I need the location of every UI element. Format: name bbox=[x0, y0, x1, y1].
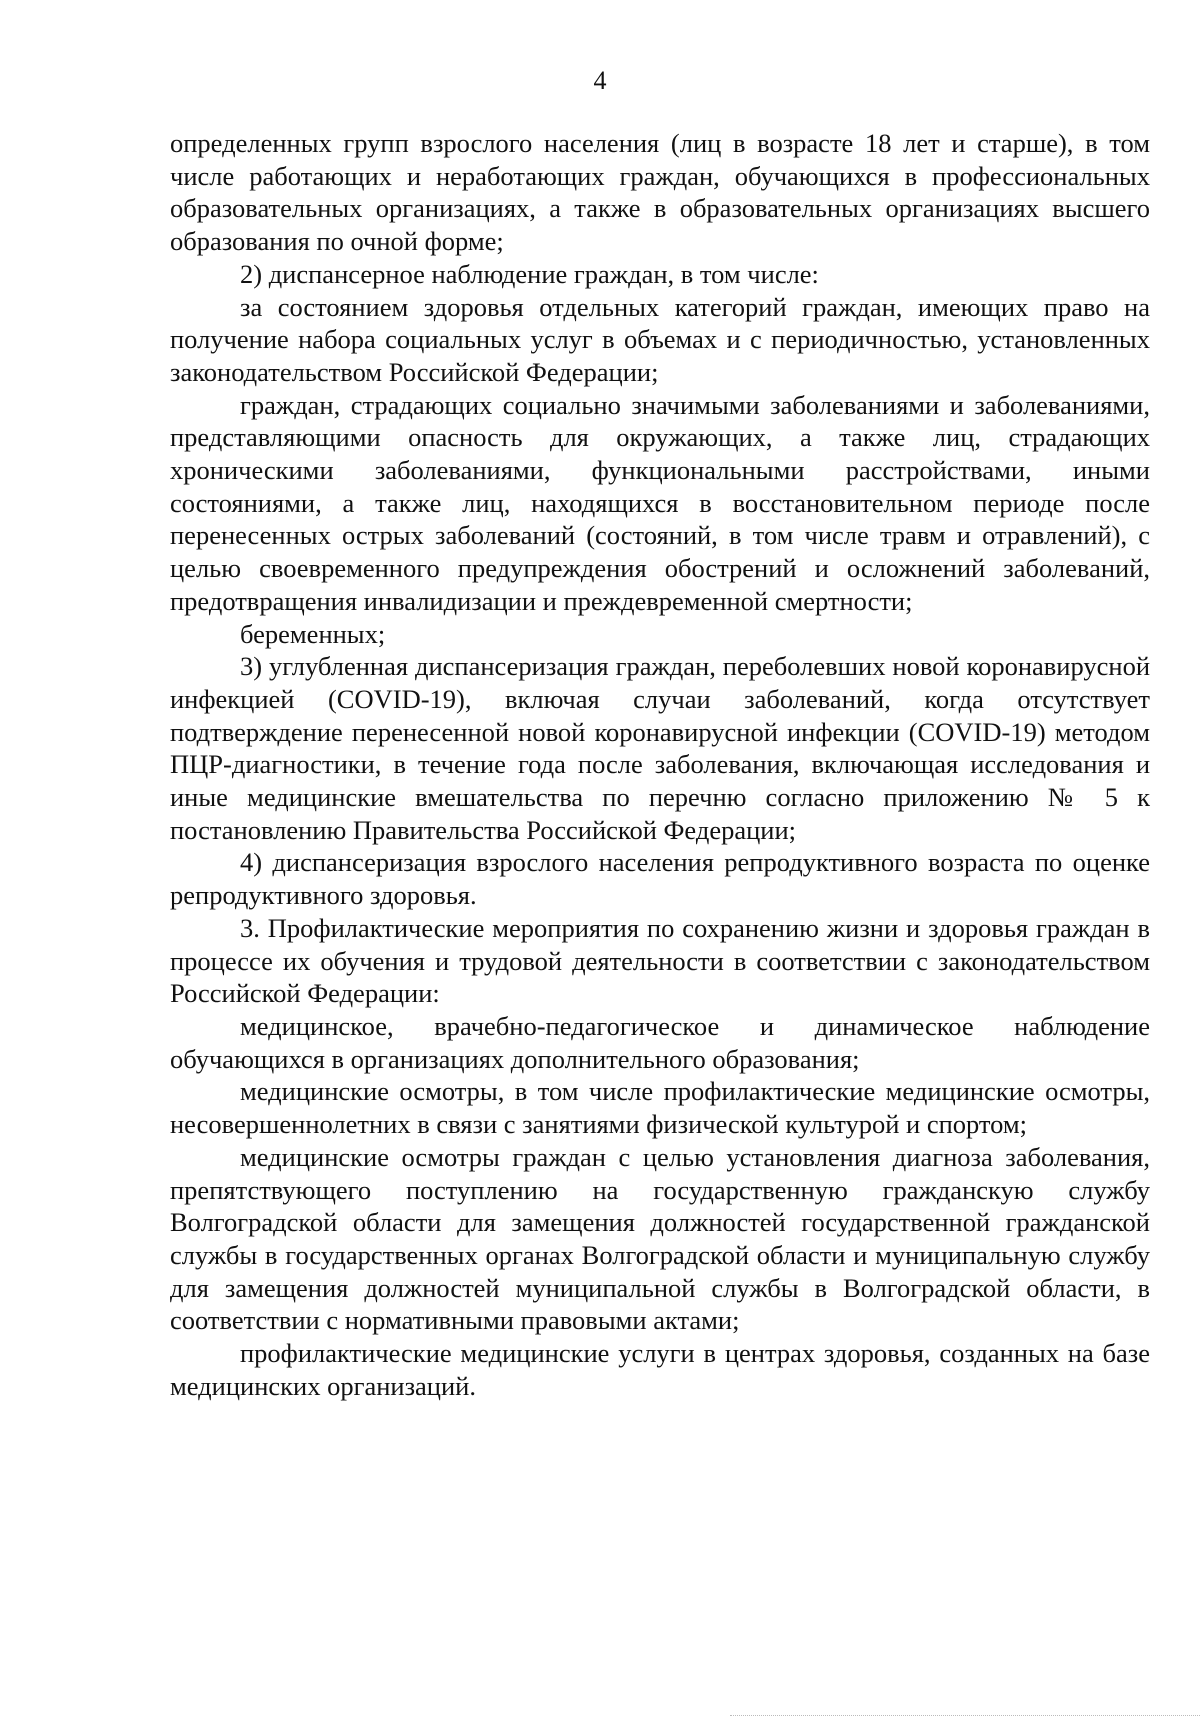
paragraph-section-3: 3. Профилактические мероприятия по сохранению жизни и здоровья граждан в процессе их обучения и трудовой деятельности в соответствии с законодательством Российской Федерации: bbox=[170, 912, 1150, 1009]
paragraph-item-3-covid: 3) углубленная диспансеризация граждан, переболевших новой коронавирусной инфекцией (COVID-19), включая случаи заболеваний, когда отсутствует подтверждение перенесенной новой коронавирусной инфекции (COVID-19) методом ПЦР-диагностики, в течение года после заболевания, включающая исследования и иные медицинские вмешательства по перечню согласно приложению № 5 к постановлению Правительства Российской Федерации; bbox=[170, 651, 1150, 845]
paragraph-item-4-reproductive: 4) диспансеризация взрослого населения репродуктивного возраста по оценке репродуктивного здоровья. bbox=[170, 847, 1150, 911]
scan-edge-mark bbox=[730, 1715, 1200, 1720]
paragraph-pedagogical-observation: медицинское, врачебно-педагогическое и динамическое наблюдение обучающихся в организациях дополнительного образования; bbox=[170, 1010, 1150, 1074]
paragraph-continuation: определенных групп взрослого населения (лиц в возрасте 18 лет и старше), в том числе работающих и неработающих граждан, обучающихся в профессиональных образовательных организациях, а также в образовательных организациях высшего образования по очной форме; bbox=[170, 128, 1150, 257]
paragraph-pregnant: беременных; bbox=[240, 618, 386, 649]
page-number: 4 bbox=[593, 66, 607, 95]
document-body bbox=[170, 127, 1150, 1402]
paragraph-health-centers: профилактические медицинские услуги в центрах здоровья, созданных на базе медицинских организаций. bbox=[170, 1338, 1150, 1401]
paragraph-socially-significant-diseases: граждан, страдающих социально значимыми заболеваниями и заболеваниями, представляющими опасность для окружающих, а также лиц, страдающих хроническими заболеваниями, функциональными расстройствами, иными состояниями, а также лиц, находящихся в восстановительном периоде после перенесенных острых заболеваний (состояний, в том числе травм и отравлений), с целью своевременного предупреждения обострений и осложнений заболеваний, предотвращения инвалидизации и преждевременной смертности; bbox=[170, 389, 1150, 616]
paragraph-social-services: за состоянием здоровья отдельных категорий граждан, имеющих право на получение набора социальных услуг в объемах и с периодичностью, установленных законодательством Российской Федерации; bbox=[170, 291, 1150, 387]
paragraph-civil-service: медицинские осмотры граждан с целью установления диагноза заболевания, препятствующего поступлению на государственную гражданскую службу Волгоградской области для замещения должностей государственной гражданской службы в государственных органах Волгоградской области и муниципальную службу для замещения должностей муниципальной службы в Волгоградской области, в соответствии с нормативными правовыми актами; bbox=[170, 1141, 1150, 1336]
paragraph-item-2: 2) диспансерное наблюдение граждан, в том числе: bbox=[240, 258, 819, 289]
paragraph-minors-sports: медицинские осмотры, в том числе профилактические медицинские осмотры, несовершеннолетних в связи с занятиями физической культурой и спортом; bbox=[170, 1076, 1150, 1140]
